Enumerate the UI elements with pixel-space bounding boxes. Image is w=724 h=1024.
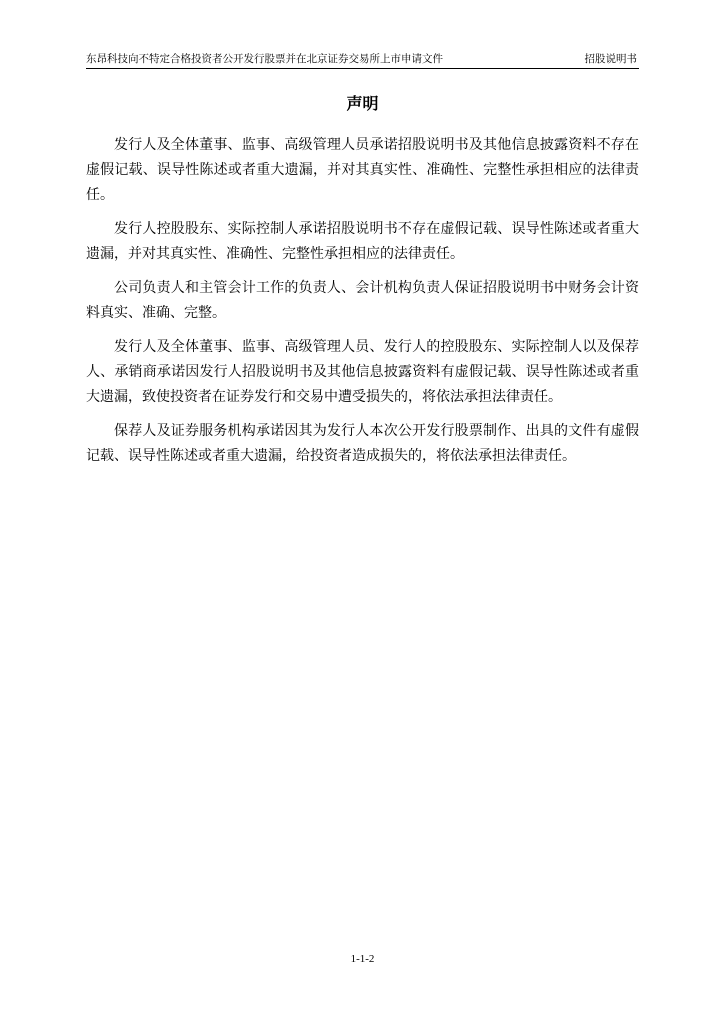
paragraph-accounting-officers: 公司负责人和主管会计工作的负责人、会计机构负责人保证招股说明书中财务会计资料真实、准确、完整。 bbox=[86, 280, 639, 321]
header-document-name: 东昂科技向不特定合格投资者公开发行股票并在北京证券交易所上市申请文件 bbox=[86, 53, 443, 65]
paragraph-liability-commitment: 发行人及全体董事、监事、高级管理人员、发行人的控股股东、实际控制人以及保荐人、承销商承诺因发行人招股说明书及其他信息披露资料有虚假记载、误导性陈述或者重大遗漏，致使投资者在证券发行和交易中遭受损失的，将依法承担法律责任。 bbox=[86, 339, 639, 405]
paragraph-issuer-directors: 发行人及全体董事、监事、高级管理人员承诺招股说明书及其他信息披露资料不存在虚假记载、误导性陈述或者重大遗漏，并对其真实性、准确性、完整性承担相应的法律责任。 bbox=[86, 137, 639, 203]
paragraph-sponsor-commitment: 保荐人及证券服务机构承诺因其为发行人本次公开发行股票制作、出具的文件有虚假记载、误导性陈述或者重大遗漏，给投资者造成损失的，将依法承担法律责任。 bbox=[86, 423, 639, 464]
declaration-body bbox=[86, 133, 639, 478]
header-document-type: 招股说明书 bbox=[584, 53, 637, 65]
page-number: 1-1-2 bbox=[350, 953, 375, 965]
page-title: 声明 bbox=[346, 94, 379, 113]
page-header bbox=[86, 52, 639, 69]
paragraph-controlling-shareholder: 发行人控股股东、实际控制人承诺招股说明书不存在虚假记载、误导性陈述或者重大遗漏，并对其真实性、准确性、完整性承担相应的法律责任。 bbox=[86, 221, 639, 262]
